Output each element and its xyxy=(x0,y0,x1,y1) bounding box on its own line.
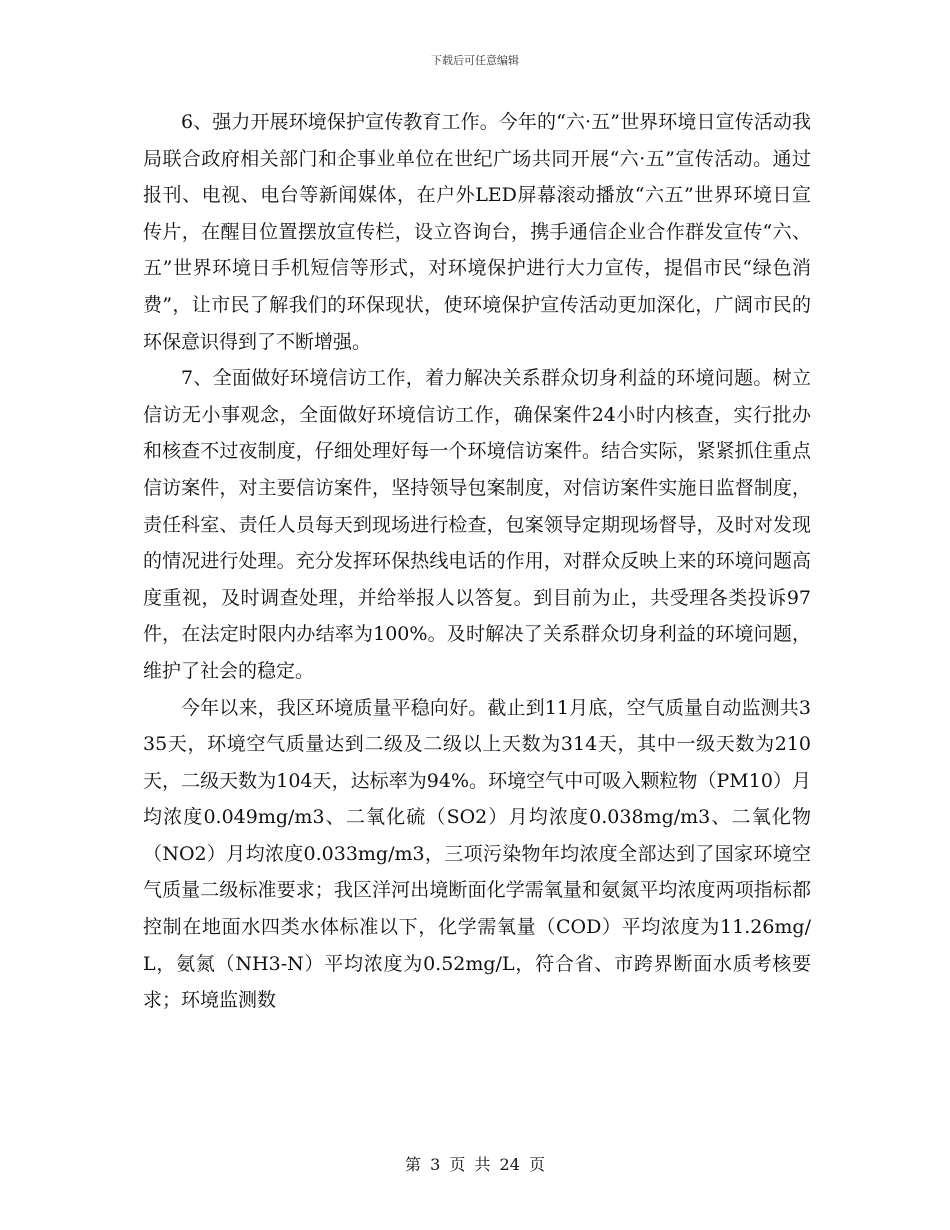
paragraph-propaganda-education: 6、强力开展环境保护宣传教育工作。今年的“六·五”世界环境日宣传活动我局联合政府相关部门和企事业单位在世纪广场共同开展“六·五”宣传活动。通过报刊、电视、电台等新闻媒体，在户外LED屏幕滚动播放“六五”世界环境日宣传片，在醒目位置摆放宣传栏，设立咨询台，携手通信企业合作群发宣传“六、五”世界环境日手机短信等形式，对环境保护进行大力宣传，提倡市民“绿色消费”，让市民了解我们的环保现状，使环境保护宣传活动更加深化，广阔市民的环保意识得到了不断增强。 xyxy=(143,111,811,353)
document-body xyxy=(143,104,811,1019)
paragraph-environment-quality: 今年以来，我区环境质量平稳向好。截止到11月底，空气质量自动监测共335天，环境空气质量达到二级及二级以上天数为314天，其中一级天数为210天，二级天数为104天，达标率为94%。环境空气中可吸入颗粒物（PM10）月均浓度0.049mg/m3、二氧化硫（SO2）月均浓度0.038mg/m3、二氧化物（NO2）月均浓度0.033mg/m3，三项污染物年均浓度全部达到了国家环境空气质量二级标准要求；我区洋河出境断面化学需氧量和氨氮平均浓度两项指标都控制在地面水四类水体标准以下，化学需氧量（COD）平均浓度为11.26mg/L，氨氮（NH3-N）平均浓度为0.52mg/L，符合省、市跨界断面水质考核要求；环境监测数 xyxy=(143,696,811,1012)
page-number: 第 3 页 共 24 页 xyxy=(405,1155,545,1174)
header-note: 下载后可任意编辑 xyxy=(431,54,519,67)
paragraph-petition-work: 7、全面做好环境信访工作，着力解决关系群众切身利益的环境问题。树立信访无小事观念，全面做好环境信访工作，确保案件24小时内核查，实行批办和核查不过夜制度，仔细处理好每一个环境信访案件。结合实际，紧紧抓住重点信访案件，对主要信访案件，坚持领导包案制度，对信访案件实施日监督制度，责任科室、责任人员每天到现场进行检查，包案领导定期现场督导，及时对发现的情况进行处理。充分发挥环保热线电话的作用，对群众反映上来的环境问题高度重视，及时调查处理，并给举报人以答复。到目前为止，共受理各类投诉97件，在法定时限内办结率为100%。及时解决了关系群众切身利益的环境问题，维护了社会的稳定。 xyxy=(143,367,811,682)
